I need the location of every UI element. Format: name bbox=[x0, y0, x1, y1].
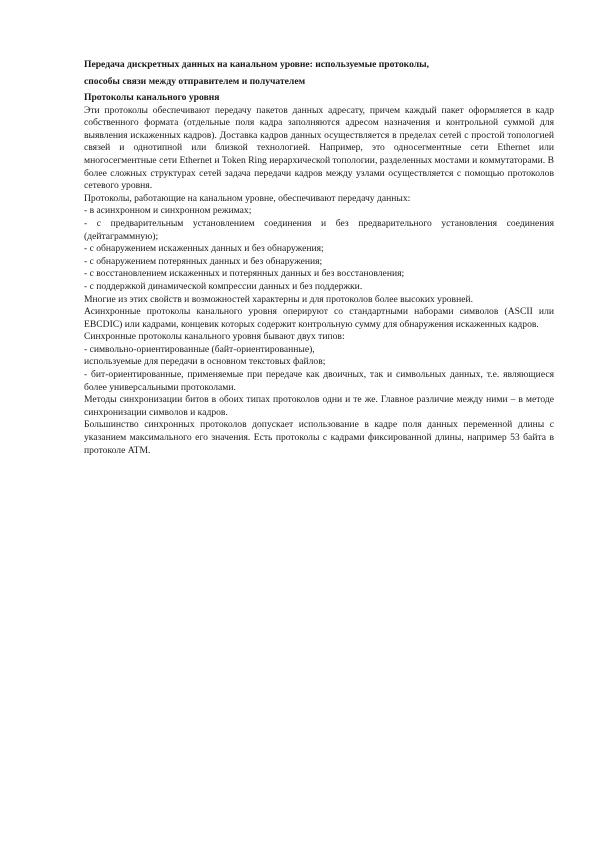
paragraph-frame-length: Большинство синхронных протоколов допускает использование в кадре поля данных переменной длины с указанием максимального его значения. Есть протоколы с кадрами фиксированной длины, например 53 байта в протоколе ATM. bbox=[84, 419, 554, 456]
list-item: - бит-ориентированные, применяемые при передаче как двоичных, так и символьных данных, т.е. являющиеся более универсальными протоколами. bbox=[84, 369, 554, 393]
section-heading: Протоколы канального уровня bbox=[84, 92, 220, 103]
list-item: - с поддержкой динамической компрессии данных и без поддержки. bbox=[84, 280, 363, 292]
list-item: - с обнаружением потерянных данных и без обнаружения; bbox=[84, 255, 323, 267]
list-item: - с обнаружением искаженных данных и без обнаружения; bbox=[84, 243, 324, 255]
list-item: - с восстановлением искаженных и потерянных данных и без восстановления; bbox=[84, 268, 405, 280]
modes-list bbox=[84, 205, 554, 293]
list-item: используемые для передачи в основном текстовых файлов; bbox=[84, 356, 326, 368]
paragraph-sync-methods: Методы синхронизации битов в обоих типах протоколов одни и те же. Главное различие между ними – в методе синхронизации символов и кадров. bbox=[84, 394, 554, 418]
paragraph-higher-levels: Многие из этих свойств и возможностей характерны и для протоколов более высоких уровней. bbox=[84, 293, 473, 305]
document-title-line-1: Передача дискретных данных на канальном уровне: используемые протоколы, bbox=[84, 59, 430, 70]
list-item: - символьно-ориентированные (байт-ориентированные), bbox=[84, 343, 315, 355]
document-page bbox=[84, 56, 554, 457]
sync-types-list bbox=[84, 344, 554, 394]
paragraph-intro: Эти протоколы обеспечивают передачу пакетов данных адресату, причем каждый пакет оформляется в кадр собственного формата (отдельные поля кадра заполняются адресом назначения и контрольной суммой для выявления искаженных кадров). Доставка кадров данных осуществляется в пределах сетей с простой топологией связей и однотипной или близкой технологией. Например, это односегментные сети Ethernet или многосегментные сети Ethernet и Token Ring иерархической топологии, разделенных мостами и коммутаторами. В более сложных структурах сетей задача передачи кадров между узлами осуществляется с помощью протоколов сетевого уровня. bbox=[84, 104, 554, 192]
paragraph-async-protocols: Асинхронные протоколы канального уровня оперируют со стандартными наборами символов (ASCII или EBCDIC) или кадрами, концевик которых содержит контрольную сумму для обнаружения искаженных кадров. bbox=[84, 306, 554, 330]
paragraph-sync-types-intro: Синхронные протоколы канального уровня бывают двух типов: bbox=[84, 331, 345, 343]
list-item: - с предварительным установлением соединения и без предварительного установления соединения (дейтаграммную); bbox=[84, 217, 554, 242]
list-item: - в асинхронном и синхронном режимах; bbox=[84, 205, 252, 217]
paragraph-list-intro: Протоколы, работающие на канальном уровне, обеспечивают передачу данных: bbox=[84, 192, 411, 204]
document-title-line-2: способы связи между отправителем и получателем bbox=[84, 76, 306, 87]
